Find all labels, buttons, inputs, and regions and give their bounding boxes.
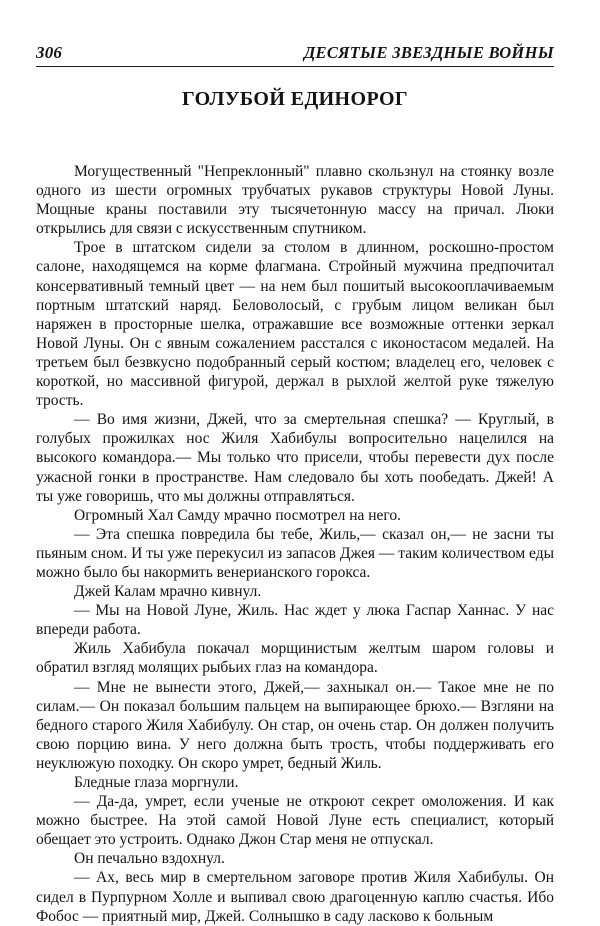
paragraph: — Мне не вынести этого, Джей,— захныкал он.— Такое мне не по силам.— Он показал большим пальцем на выпирающее брюхо.— Взгляни на бедного старого Жиля Хабибулу. Он стар, он очень стар. Он должен получить свою порцию вина. У него должна быть трость, чтобы поддерживать его неуклюжую походку. Он скоро умрет, бедный Жиль. xyxy=(36,678,554,772)
page-number: 306 xyxy=(36,43,63,62)
paragraph: — Ах, весь мир в смертельном заговоре против Жиля Хабибулы. Он сидел в Пурпурном Холле и выпивал свою драгоценную каплю счастья. Ибо Фобос — приятный мир, Джей. Солнышко в саду ласково к больным xyxy=(36,869,554,925)
paragraph: — Во имя жизни, Джей, что за смертельная спешка? — Круглый, в голубых прожилках нос Жиля Хабибулы вопросительно нацелился на высокого командора.— Мы только что присели, чтобы перевести дух после ужасной гонки в пространстве. Нам следовало бы хоть пообедать. Джей! А ты уже говоришь, что мы должны отправляться. xyxy=(36,411,554,505)
paragraph: — Мы на Новой Луне, Жиль. Нас ждет у люка Гаспар Ханнас. У нас впереди работа. xyxy=(36,602,554,639)
paragraph: Джей Калам мрачно кивнул. xyxy=(74,583,262,601)
paragraph: Он печально вздохнул. xyxy=(74,850,225,868)
chapter-title: ГОЛУБОЙ ЕДИНОРОГ xyxy=(181,88,409,110)
paragraph: Жиль Хабибула покачал морщинистым желтым шаром головы и обратил взгляд молящих рыбьих глаз на командора. xyxy=(36,640,554,677)
paragraph: Трое в штатском сидели за столом в длинном, роскошно-простом салоне, находящемся на корме флагмана. Стройный мужчина предпочитал консервативный темный цвет — на нем был пошитый высокооплачиваемым портным штатский наряд. Беловолосый, с грубым лицом великан был наряжен в просторные шелка, отражавшие все возможные оттенки зеркал Новой Луны. Он с явным сожалением расстался с иконостасом медалей. На третьем был безвкусно подобранный серый костюм; владелец его, человек с короткой, но массивной фигурой, держал в рыхлой желтой руке тяжелую трость. xyxy=(36,239,554,410)
paragraph: Могущественный "Непреклонный" плавно скользнул на стоянку возле одного из шести огромных трубчатых рукавов структуры Новой Луны. Мощные краны поставили эту тысячетонную массу на причал. Люки открылись для связи с искусственным спутником. xyxy=(36,163,554,238)
paragraph: — Да-да, умрет, если ученые не откроют секрет омоложения. И как можно быстрее. На этой самой Новой Луне есть специалист, который обещает это устроить. Однако Джон Стар меня не отпускал. xyxy=(36,793,554,849)
body-text xyxy=(36,162,554,926)
paragraph: — Эта спешка повредила бы тебе, Жиль,— сказал он,— не засни ты пьяным сном. И ты уже перекусил из запасов Джея — таким количеством еды можно было бы накормить венерианского горокса. xyxy=(36,525,554,581)
running-head xyxy=(36,42,554,67)
running-title: ДЕСЯТЫЕ ЗВЕЗДНЫЕ ВОЙНЫ xyxy=(303,43,554,62)
paragraph: Бледные глаза моргнули. xyxy=(74,774,239,791)
paragraph: Огромный Хал Самду мрачно посмотрел на него. xyxy=(74,506,402,524)
